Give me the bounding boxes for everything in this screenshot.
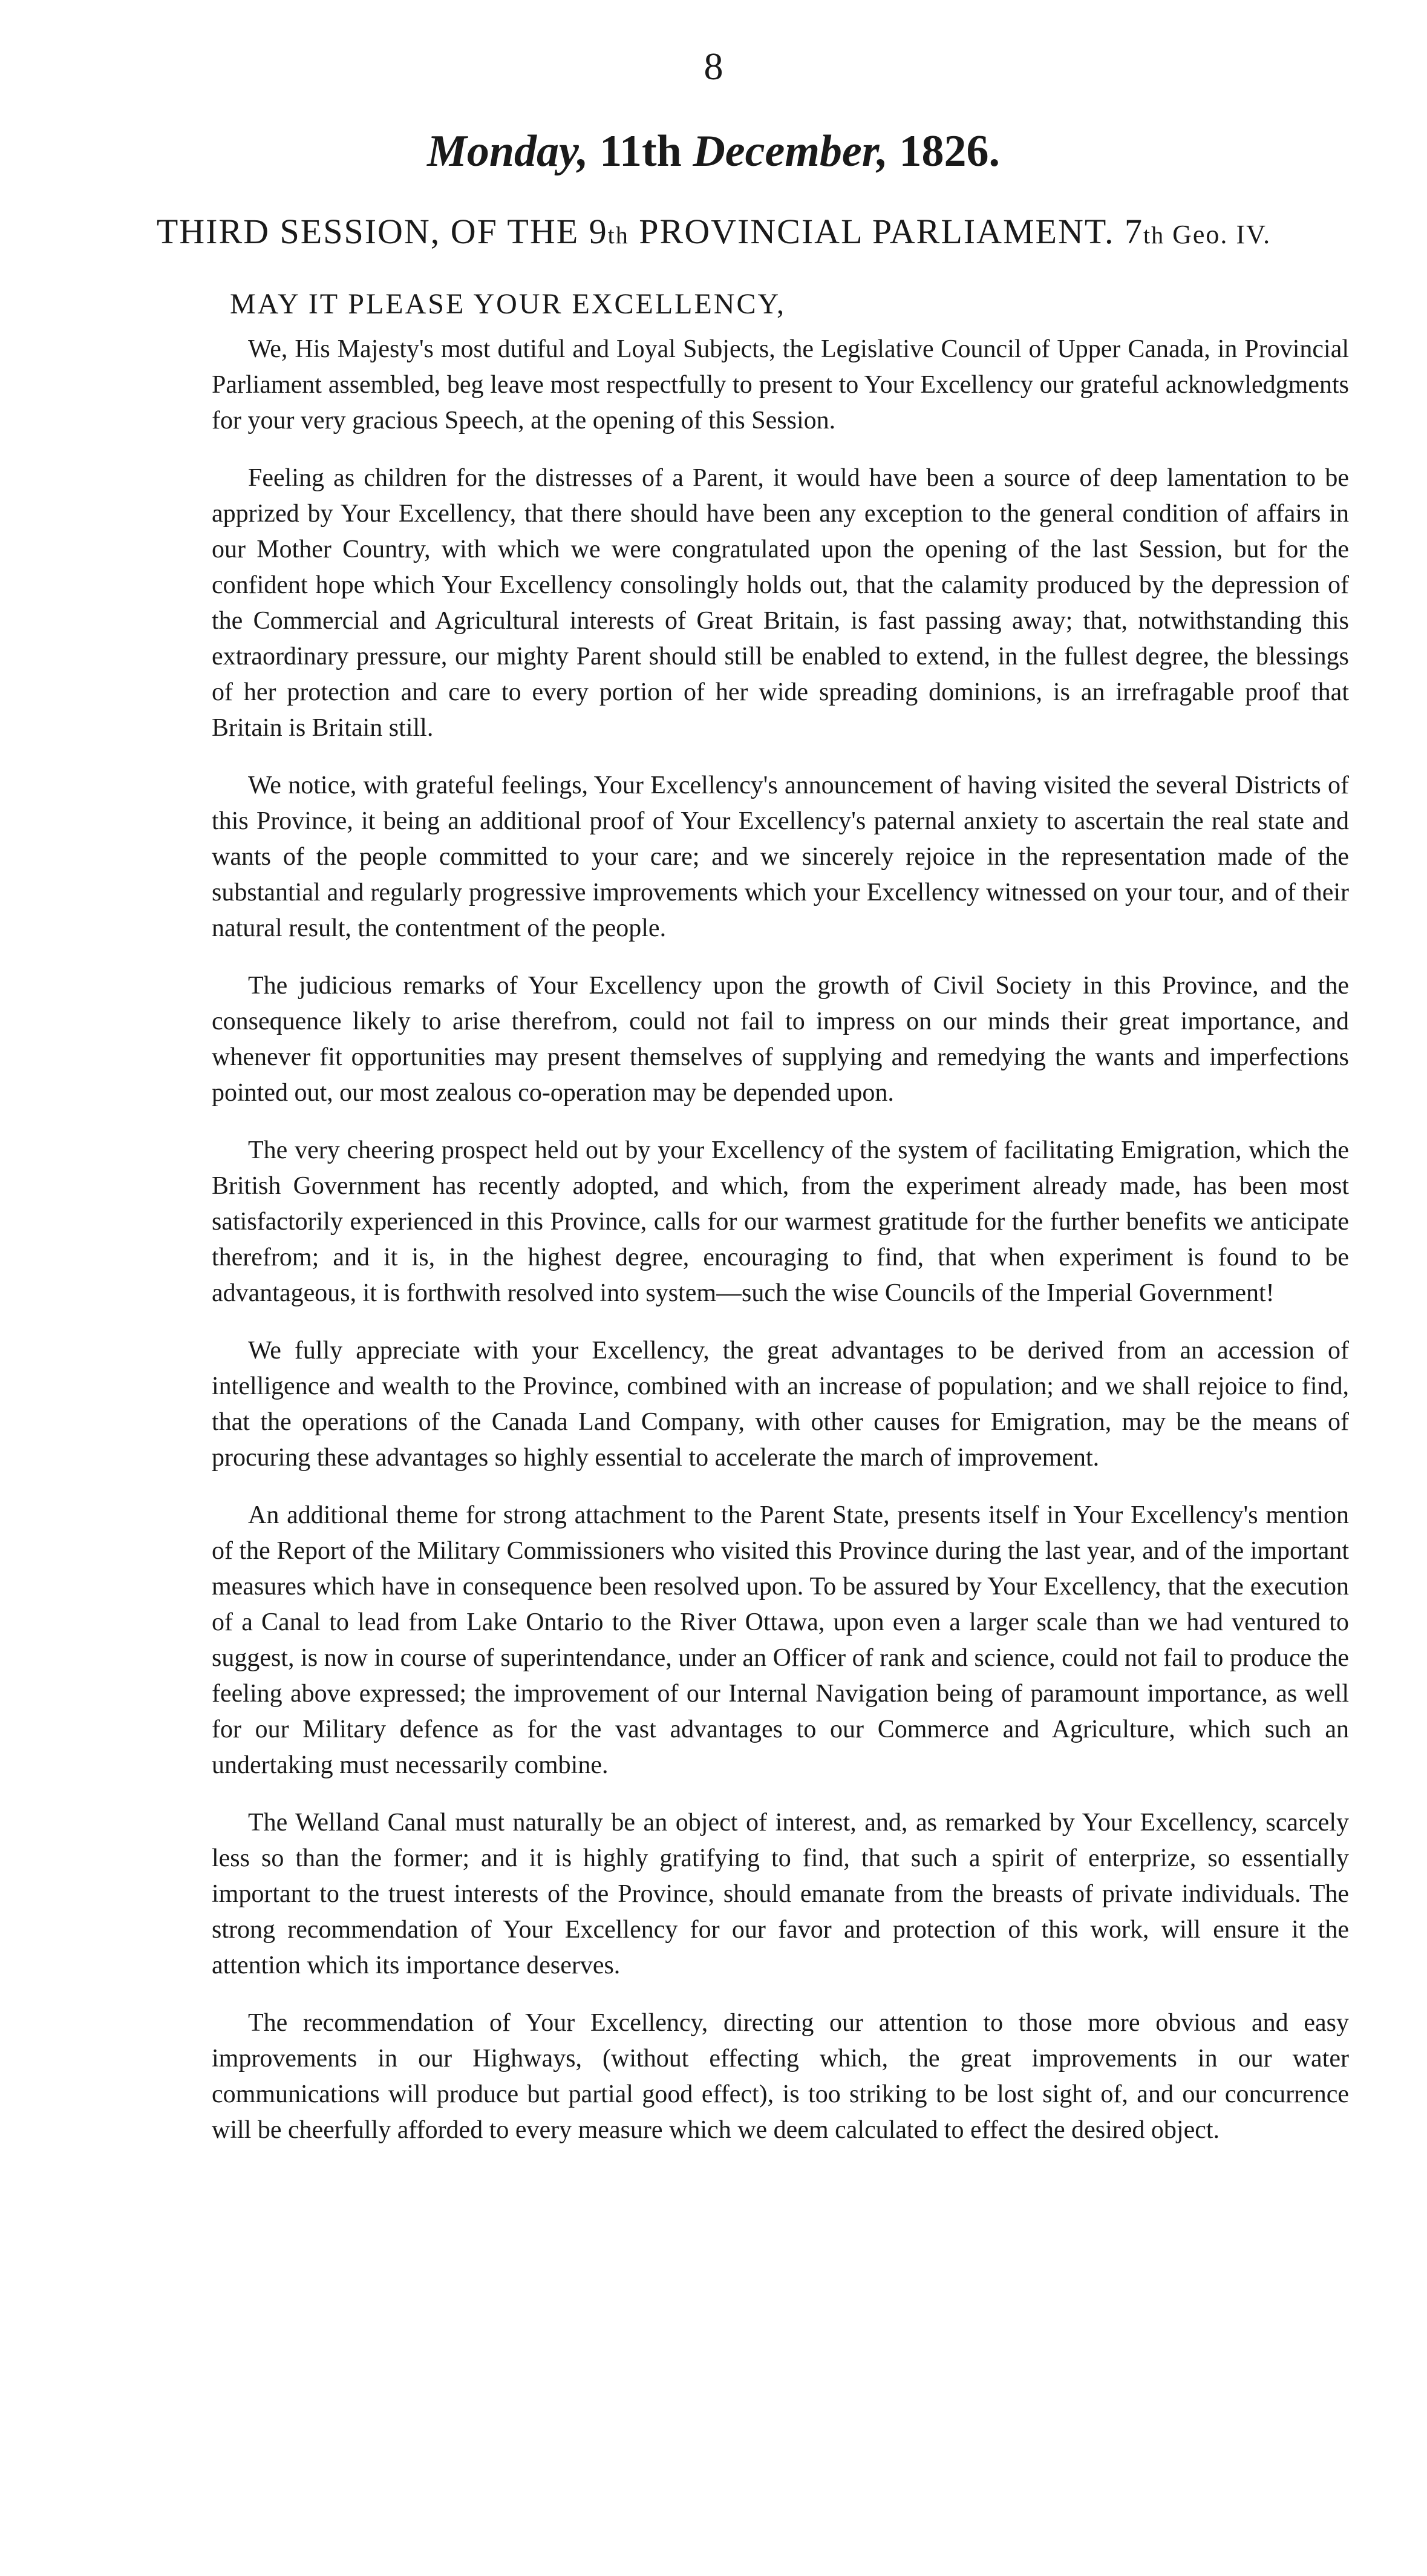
- date-heading: [0, 124, 1427, 179]
- session-rest: PROVINCIAL PARLIAMENT. 7: [629, 212, 1143, 251]
- session-ordinal-suffix: th: [607, 221, 629, 249]
- paragraph: We fully appreciate with your Excellency, the great advantages to be derived from an accession of intelligence and wealth to the Province, combined with an increase of population; and we shall rejoice to find, that the operations of the Canada Land Company, with other causes for Emigration, may be the means of procuring these advantages so highly essential to accelerate the march of improvement.: [212, 1337, 1349, 1472]
- session-reign: Geo. IV.: [1164, 220, 1272, 249]
- paragraph: We, His Majesty's most dutiful and Loyal Subjects, the Legislative Council of Upper Canada, in Provincial Parliament assembled, beg leave most respectfully to present to Your Excellency our grateful acknowledgments for your very gracious Speech, at the opening of this Session.: [212, 335, 1349, 434]
- paragraph: The Welland Canal must naturally be an object of interest, and, as remarked by Your Excellency, scarcely less so than the former; and it is highly gratifying to find, that such a spirit of enterprize, so essentially important to the truest interests of the Province, should emanate from the breasts of private individuals. The strong recommendation of Your Excellency for our favor and protection of this work, will ensure it the attention which its importance deserves.: [212, 1809, 1349, 1979]
- date-weekday: Monday,: [427, 126, 589, 176]
- paragraph: Feeling as children for the distresses of a Parent, it would have been a source of deep lamentation to be apprized by Your Excellency, that there should have been any exception to the general condition of affairs in our Mother Country, with which we were congratulated upon the opening of the last Session, but for the confident hope which Your Excellency consolingly holds out, that the calamity produced by the depression of the Commercial and Agricultural interests of Great Britain, is fast passing away; that, notwithstanding this extraordinary pressure, our mighty Parent should still be enabled to extend, in the fullest degree, the blessings of her protection and care to every portion of her wide spreading dominions, is an irrefragable proof that Britain is Britain still.: [212, 464, 1349, 742]
- date-year: 1826.: [899, 126, 1000, 176]
- salutation: MAY IT PLEASE YOUR EXCELLENCY,: [230, 288, 786, 320]
- paragraph: The judicious remarks of Your Excellency upon the growth of Civil Society in this Province, and the consequence likely to arise therefrom, could not fail to impress on our minds their great importance, and whenever fit opportunities may present themselves of supplying and remedying the wants and imperfections pointed out, our most zealous co-operation may be depended upon.: [212, 972, 1349, 1107]
- session-heading: [24, 209, 1403, 258]
- paragraph: The very cheering prospect held out by your Excellency of the system of facilitating Emigration, which the British Government has recently adopted, and which, from the experiment already made, has been most satisfactorily experienced in this Province, calls for our warmest gratitude for the further benefits we anticipate therefrom; and it is, in the highest degree, encouraging to find, that when experiment is found to be advantageous, it is forthwith resolved into system—such the wise Councils of the Imperial Government!: [212, 1136, 1349, 1307]
- paragraph: An additional theme for strong attachment to the Parent State, presents itself in Your Excellency's mention of the Report of the Military Commissioners who visited this Province during the last year, and of the important measures which have in consequence been resolved upon. To be assured by Your Excellency, that the execution of a Canal to lead from Lake Ontario to the River Ottawa, upon even a larger scale than we had ventured to suggest, is now in course of superintendance, under an Officer of rank and science, could not fail to produce the feeling above expressed; the improvement of our Internal Navigation being of paramount importance, as well for our Military defence as for the vast advantages to our Commerce and Agriculture, which such an undertaking must necessarily combine.: [212, 1501, 1349, 1779]
- page-number: 8: [704, 45, 723, 88]
- session-main: THIRD SESSION, OF THE 9: [156, 212, 608, 251]
- date-day: 11th: [599, 126, 682, 176]
- paragraph: The recommendation of Your Excellency, directing our attention to those more obvious and easy improvements in our Highways, (without effecting which, the great improvements in our water communications will produce but partial good effect), is too striking to be lost sight of, and our concurrence will be cheerfully afforded to every measure which we deem calculated to effect the desired object.: [212, 2009, 1349, 2144]
- session-regnal-suffix: th: [1143, 221, 1165, 249]
- date-month: December,: [693, 126, 888, 176]
- address-body: [212, 332, 1349, 2170]
- paragraph: We notice, with grateful feelings, Your Excellency's announcement of having visited the several Districts of this Province, it being an additional proof of Your Excellency's paternal anxiety to ascertain the real state and wants of the people committed to your care; and we sincerely rejoice in the representation made of the substantial and regularly progressive improvements which your Excellency witnessed on your tour, and of their natural result, the contentment of the people.: [212, 772, 1349, 942]
